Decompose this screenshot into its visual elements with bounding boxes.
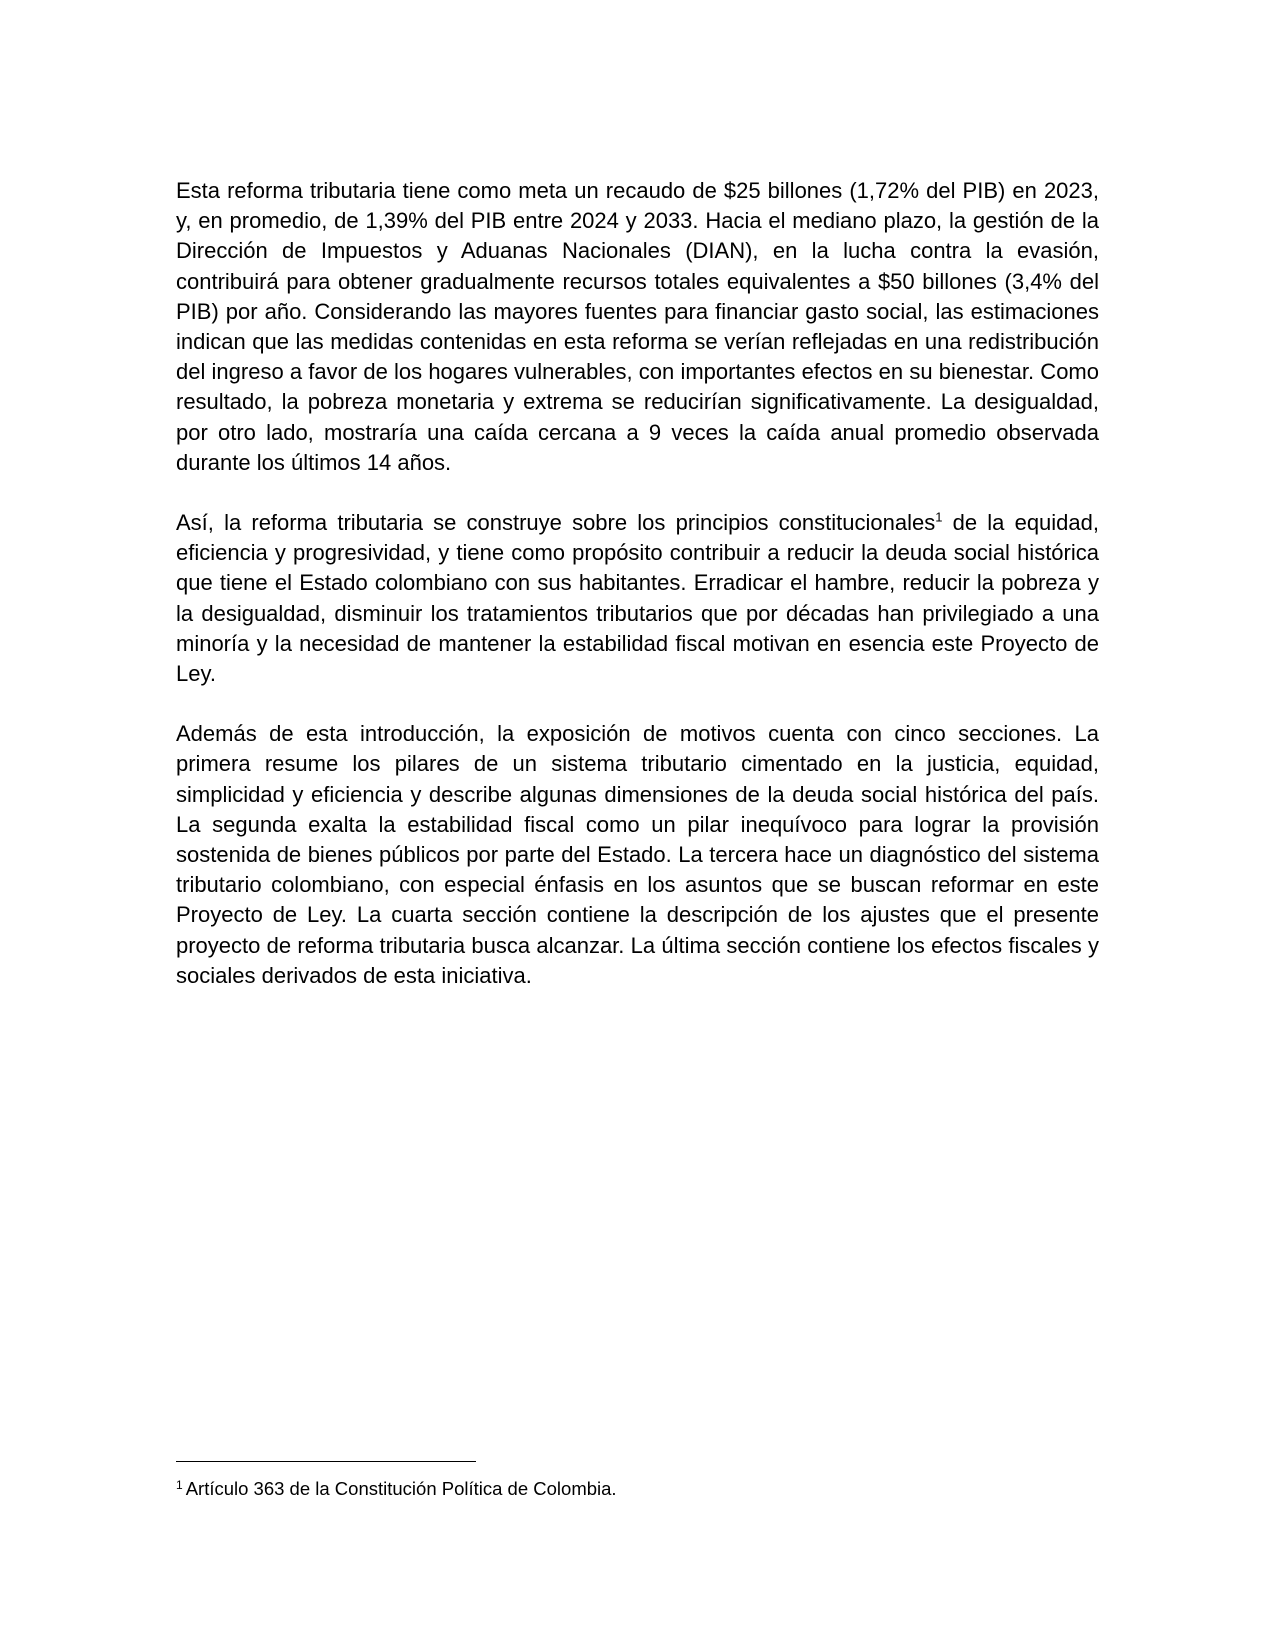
paragraph-sections-overview [176, 719, 1099, 991]
footnote-number: 1 [176, 1478, 183, 1492]
paragraph-text: Además de esta introducción, la exposición de motivos cuenta con cinco secciones. La primera resume los pilares de un sistema tributario cimentado en la justicia, equidad, simplicidad y eficiencia y describe algunas dimensiones de la deuda social histórica del país. La segunda exalta la estabilidad fiscal como un pilar inequívoco para lograr la provisión sostenida de bienes públicos por parte del Estado. La tercera hace un diagnóstico del sistema tributario colombiano, con especial énfasis en los asuntos que se buscan reformar en este Proyecto de Ley. La cuarta sección contiene la descripción de los ajustes que el presente proyecto de reforma tributaria busca alcanzar. La última sección contiene los efectos fiscales y sociales derivados de esta iniciativa. [176, 721, 1099, 988]
paragraph-text-before-ref: Así, la reforma tributaria se construye sobre los principios constitucionales [176, 510, 936, 536]
document-body [176, 176, 1099, 1021]
paragraph-text-after-ref: de la equidad, eficiencia y progresividad, y tiene como propósito contribuir a reducir la deuda social histórica que tiene el Estado colombiano con sus habitantes. Erradicar el hambre, reducir la pobreza y la desigualdad, disminuir los tratamientos tributarios que por décadas han privilegiado a una minoría y la necesidad de mantener la estabilidad fiscal motivan en esencia este Proyecto de Ley. [176, 510, 1099, 687]
paragraph-text: Esta reforma tributaria tiene como meta un recaudo de $25 billones (1,72% del PIB) en 2023, y, en promedio, de 1,39% del PIB entre 2024 y 2033. Hacia el mediano plazo, la gestión de la Dirección de Impuestos y Aduanas Nacionales (DIAN), en la lucha contra la evasión, contribuirá para obtener gradualmente recursos totales equivalentes a $50 billones (3,4% del PIB) por año. Considerando las mayores fuentes para financiar gasto social, las estimaciones indican que las medidas contenidas en esta reforma se verían reflejadas en una redistribución del ingreso a favor de los hogares vulnerables, con importantes efectos en su bienestar. Como resultado, la pobreza monetaria y extrema se reducirían significativamente. La desigualdad, por otro lado, mostraría una caída cercana a 9 veces la caída anual promedio observada durante los últimos 14 años. [176, 178, 1099, 475]
paragraph-revenue-goals [176, 176, 1099, 478]
footnote-text: Artículo 363 de la Constitución Política de Colombia. [185, 1478, 617, 1499]
footnote [176, 1477, 1099, 1501]
paragraph-constitutional-principles [176, 508, 1099, 689]
footnote-reference[interactable]: 1 [935, 509, 943, 525]
footnote-separator [176, 1461, 476, 1462]
